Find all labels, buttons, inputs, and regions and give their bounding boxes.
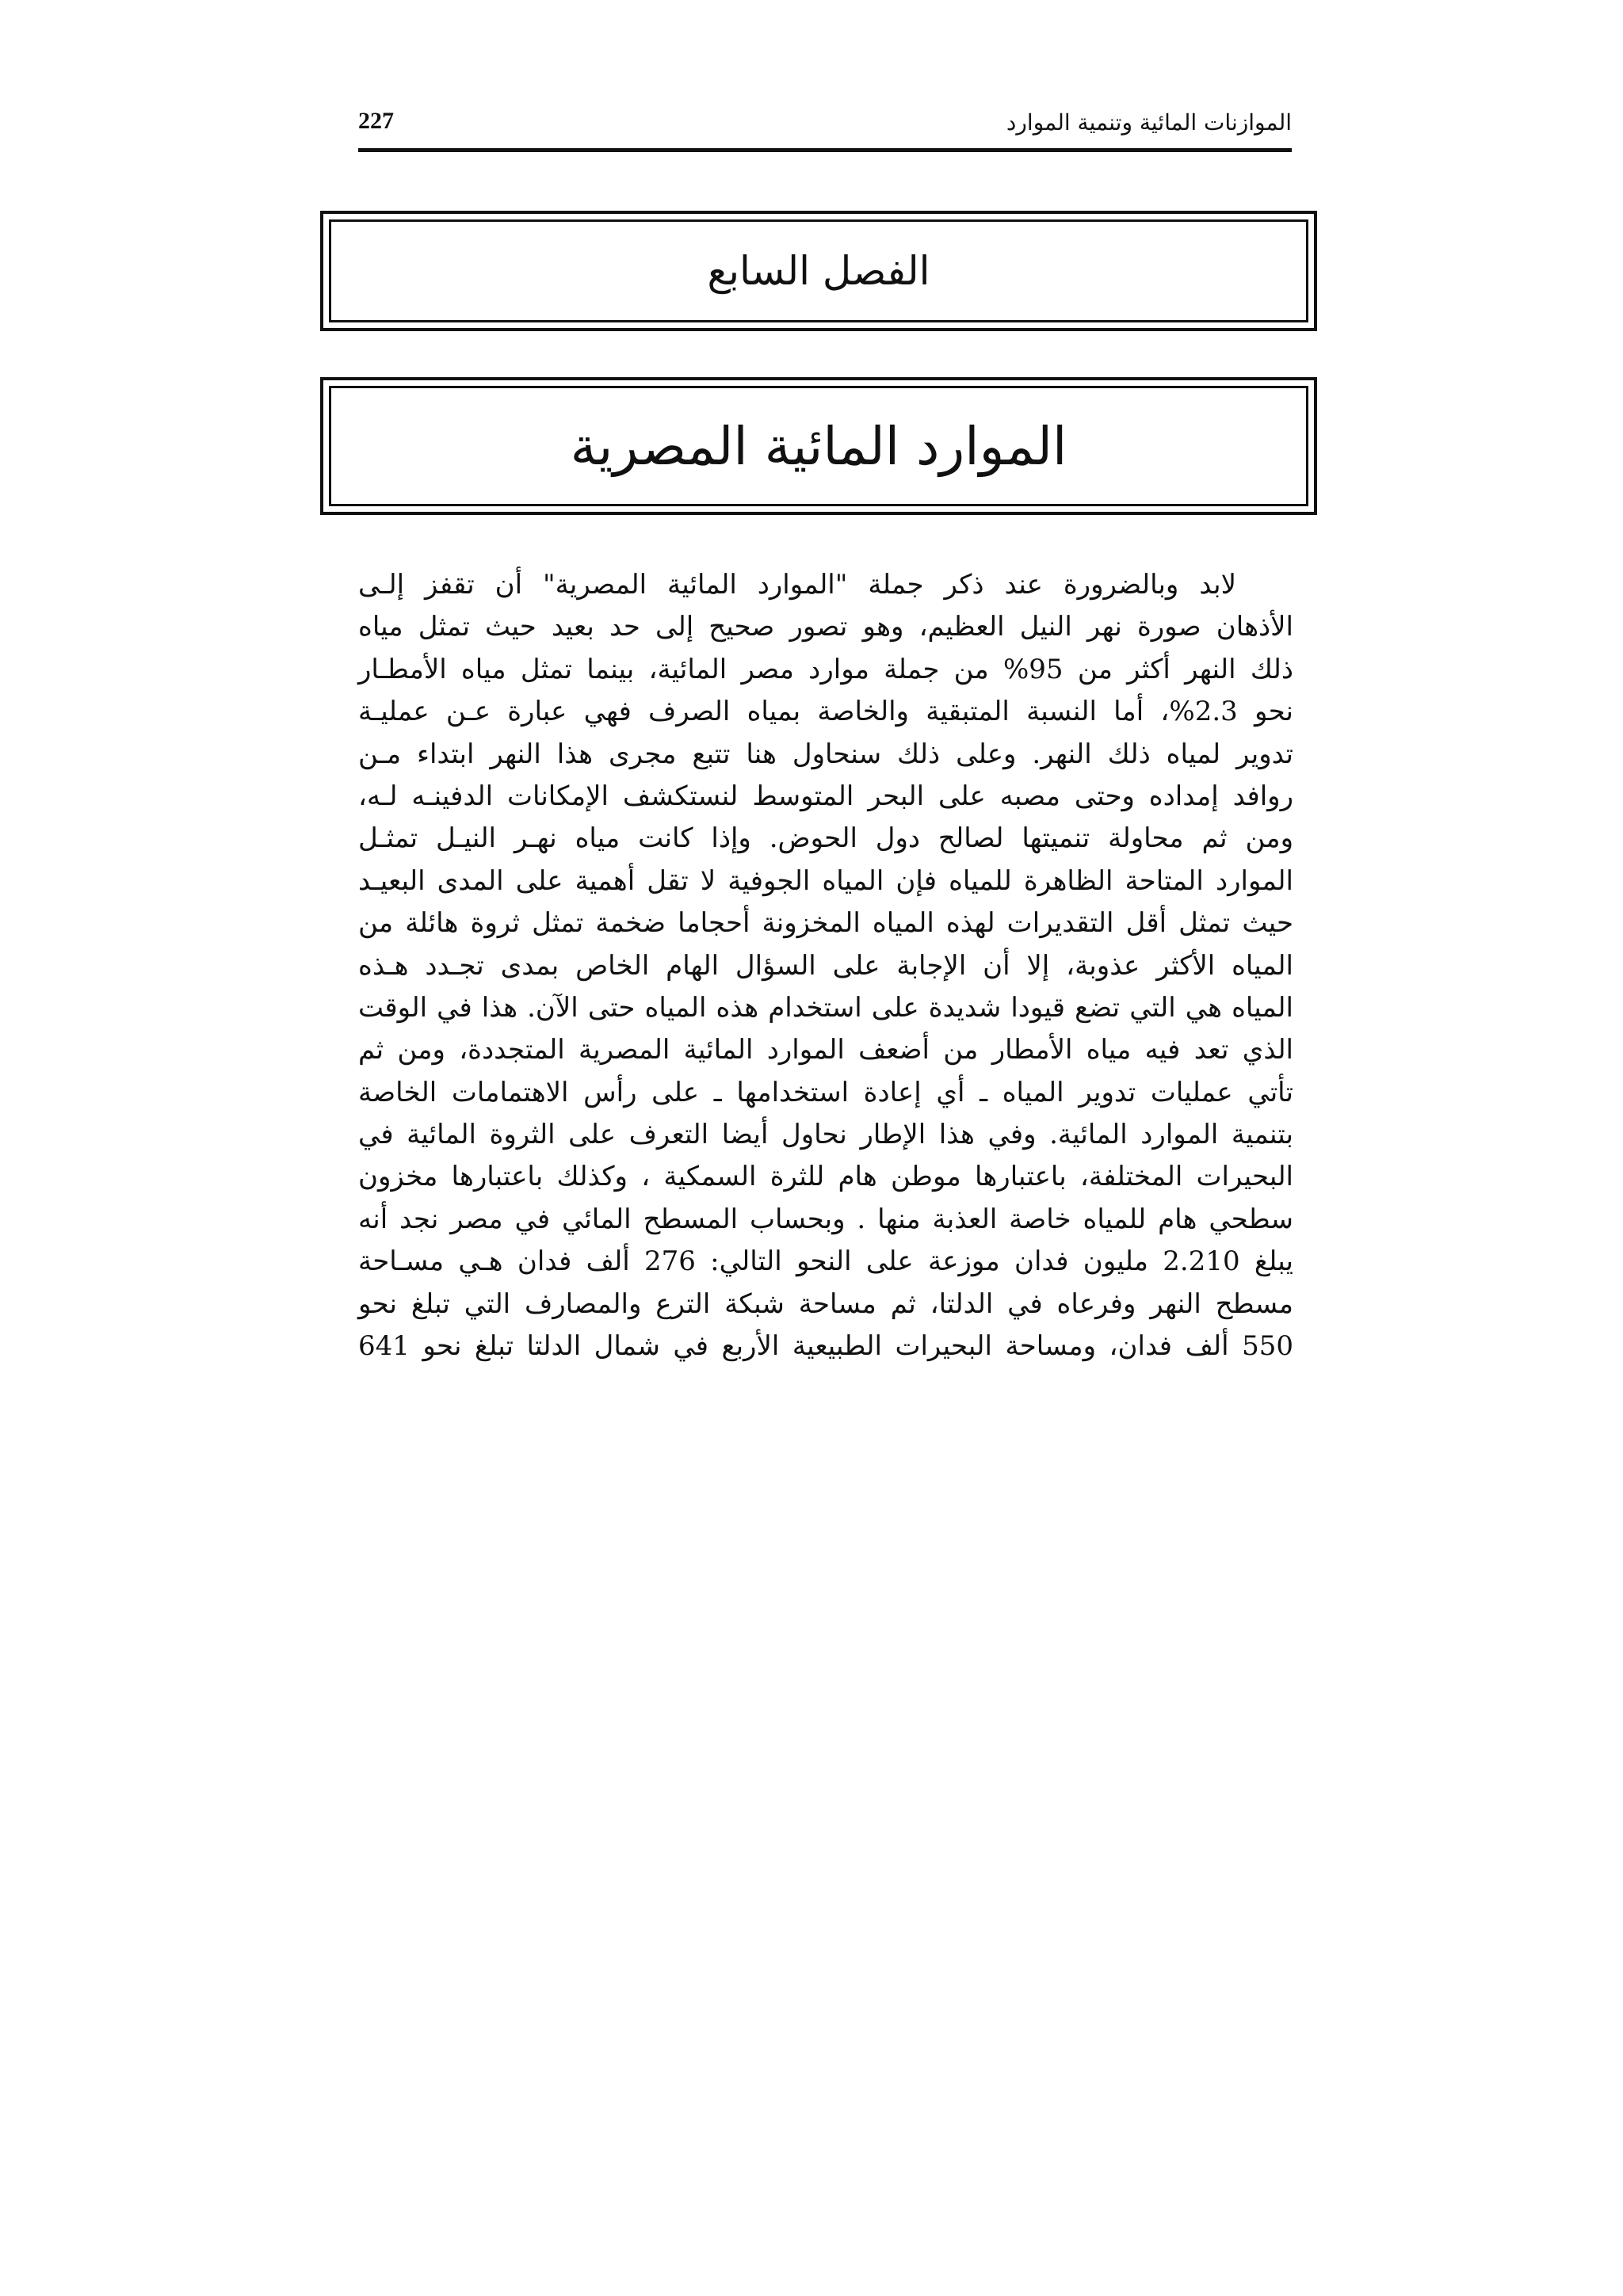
- header-rule: [358, 148, 1292, 152]
- body-line: 550 ألف فدان، ومساحة البحيرات الطبيعية الأربع في شمال الدلتا تبلغ نحو 641: [358, 1330, 1293, 1363]
- body-line: تدوير لمياه ذلك النهر. وعلى ذلك سنحاول هنا تتبع مجرى هذا النهر ابتداء مـن: [358, 738, 1293, 770]
- body-line: ومن ثم محاولة تنميتها لصالح دول الحوض. وإذا كانت مياه نهـر النيـل تمثـل: [358, 822, 1293, 855]
- body-line: الأذهان صورة نهر النيل العظيم، وهو تصور صحيح إلى حد بعيد حيث تمثل مياه: [358, 611, 1293, 643]
- body-line: المياه الأكثر عذوبة، إلا أن الإجابة على السؤال الهام الخاص بمدى تجـدد هـذه: [358, 949, 1293, 982]
- chapter-title: الموارد المائية المصرية: [329, 386, 1308, 506]
- body-line: سطحي هام للمياه خاصة العذبة منها . وبحساب المسطح المائي في مصر نجد أنه: [358, 1203, 1293, 1235]
- body-line: البحيرات المختلفة، باعتبارها موطن هام للثرة السمكية ، وكذلك باعتبارها مخزون: [358, 1161, 1293, 1193]
- body-line: حيث تمثل أقل التقديرات لهذه المياه المخزونة أحجاما ضخمة تمثل ثروة هائلة من: [358, 907, 1293, 940]
- chapter-label-frame: [320, 211, 1317, 331]
- running-header: [358, 105, 1292, 149]
- body-line: نحو 2.3%، أما النسبة المتبقية والخاصة بمياه الصرف فهي عبارة عـن عمليـة: [358, 696, 1293, 728]
- body-paragraph: [358, 564, 1293, 1367]
- body-line: روافد إمداده وحتى مصبه على البحر المتوسط لنستكشف الإمكانات الدفينـه لـه،: [358, 780, 1293, 812]
- page-number: 227: [358, 108, 394, 134]
- running-title: الموازنات المائية وتنمية الموارد: [1006, 109, 1292, 135]
- body-line: لابد وبالضرورة عند ذكر جملة "الموارد المائية المصرية" أن تقفز إلـى: [358, 569, 1236, 601]
- body-line: الذي تعد فيه مياه الأمطار من أضعف الموارد المائية المصرية المتجددة، ومن ثم: [358, 1034, 1293, 1066]
- body-line: الموارد المتاحة الظاهرة للمياه فإن المياه الجوفية لا تقل أهمية على المدى البعيـد: [358, 864, 1293, 897]
- chapter-label: الفصل السابع: [329, 219, 1308, 322]
- body-line: ذلك النهر أكثر من 95% من جملة موارد مصر المائية، بينما تمثل مياه الأمطـار: [358, 653, 1293, 685]
- chapter-title-frame: [320, 377, 1317, 515]
- body-line: مسطح النهر وفرعاه في الدلتا، ثم مساحة شبكة الترع والمصارف التي تبلغ نحو: [358, 1287, 1293, 1320]
- body-line: المياه هي التي تضع قيودا شديدة على استخدام هذه المياه حتى الآن. هذا في الوقت: [358, 991, 1293, 1024]
- body-line: تأتي عمليات تدوير المياه ـ أي إعادة استخدامها ـ على رأس الاهتمامات الخاصة: [358, 1076, 1293, 1108]
- body-line: بتنمية الموارد المائية. وفي هذا الإطار نحاول أيضا التعرف على الثروة المائية في: [358, 1119, 1293, 1151]
- body-line: يبلغ 2.210 مليون فدان موزعة على النحو التالي: 276 ألف فدان هـي مسـاحة: [358, 1245, 1293, 1278]
